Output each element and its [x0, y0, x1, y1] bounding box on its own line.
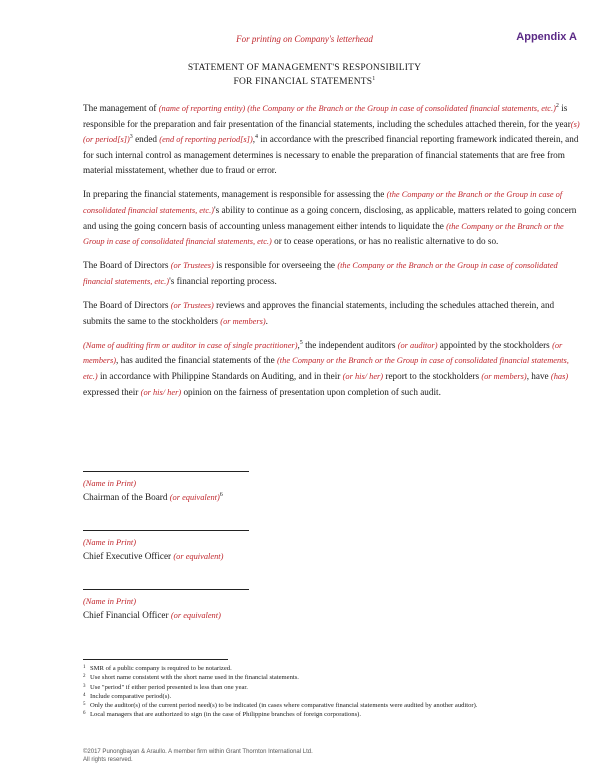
- placeholder-text: (end of reporting period[s]): [159, 135, 253, 145]
- signatory-role: [83, 549, 283, 564]
- copyright-line: ©2017 Punongbayan & Araullo. A member firm within Grant Thornton International Ltd.: [83, 749, 313, 755]
- paragraph-board-oversight: [83, 258, 580, 289]
- footnote-item: [83, 692, 553, 701]
- paragraph-auditor: [83, 338, 580, 400]
- role-note: (or equivalent): [170, 611, 221, 620]
- name-in-print: (Name in Print): [83, 479, 137, 488]
- text: , has audited the financial statements of the: [116, 355, 278, 366]
- text: report to the stockholders: [383, 370, 482, 381]
- copyright-line: All rights reserved.: [83, 756, 133, 763]
- title-line-2-text: FOR FINANCIAL STATEMENTS: [233, 77, 373, 87]
- signatory-role: [83, 608, 283, 623]
- footnote-item: [83, 701, 553, 710]
- text: expressed their: [83, 386, 141, 397]
- text: in accordance with Philippine Standards on Auditing, and in their: [97, 370, 343, 381]
- placeholder-text: (s) (or period[s]): [83, 119, 580, 145]
- footnote-item: [83, 673, 553, 682]
- footnote-item: [83, 683, 553, 692]
- text: The management of: [83, 103, 159, 113]
- placeholder-text: (or Trustees): [170, 261, 214, 271]
- placeholder-text: (Name of auditing firm or auditor in case of single practitioner): [83, 340, 298, 350]
- footnote-number: 3: [83, 683, 86, 689]
- footnote-text: Use "period" if either period presented is less than one year.: [90, 683, 248, 691]
- footnote-divider: [83, 659, 228, 660]
- text: appointed by the stockholders: [437, 339, 553, 350]
- footnote-ref: 4: [255, 134, 259, 141]
- title-line-1: STATEMENT OF MANAGEMENT'S RESPONSIBILITY: [187, 63, 422, 73]
- name-in-print: (Name in Print): [83, 538, 137, 547]
- footnote-ref: 1: [372, 75, 376, 82]
- name-in-print: (Name in Print): [83, 597, 137, 606]
- appendix-label: Appendix A: [516, 31, 577, 43]
- footnote-number: 1: [83, 665, 86, 670]
- signature-line: [83, 589, 249, 590]
- footnote-ref: 6: [219, 491, 223, 498]
- text: opinion on the fairness of presentation upon completion of such audit.: [181, 386, 441, 397]
- title-line-2: [0, 75, 609, 89]
- signature-block-cfo: [83, 589, 283, 623]
- text: in accordance with the prescribed financial reporting framework indicated therein, and for such internal control as management determines is necessary to enable the preparation of financial statements that are free from material misstatement, whether due to fraud or error.: [83, 134, 579, 176]
- placeholder-text: (or his/ her): [342, 371, 384, 381]
- text: 's ability to continue as a going concern, disclosing, as applicable, matters related to going concern and using the going concern basis of accounting unless management either intends to liquidate the: [83, 205, 577, 231]
- footnote-text: Use short name consistent with the short name used in the financial statements.: [90, 674, 299, 682]
- signature-block-ceo: [83, 530, 283, 564]
- footnote-item: [83, 710, 553, 719]
- placeholder-text: (name of reporting entity) (the Company or the Branch or the Group in case of consolidated financial statements, etc.): [158, 104, 556, 113]
- footnotes: [83, 664, 553, 720]
- placeholder-text: (or members): [481, 371, 527, 381]
- text: ended: [132, 134, 160, 145]
- placeholder-text: (or members): [83, 340, 563, 366]
- letterhead-note: For printing on Company's letterhead: [236, 34, 373, 44]
- statement-body: [83, 101, 580, 409]
- signature-line: [83, 471, 249, 472]
- signatory-role: [83, 490, 283, 505]
- text: , have: [526, 370, 551, 381]
- text: 's financial reporting process.: [169, 275, 277, 286]
- paragraph-management-responsibility: [83, 101, 580, 179]
- paragraph-board-approval: [83, 298, 580, 329]
- text: is responsible for overseeing the: [213, 260, 338, 271]
- text: The Board of Directors: [83, 300, 171, 311]
- role-title: Chief Executive Officer: [83, 551, 174, 561]
- text: is responsible for the preparation and fair presentation of the financial statements, including the schedules attached therein, for the year: [83, 103, 571, 129]
- footnote-number: 5: [83, 702, 86, 708]
- footnote-item: [83, 664, 553, 673]
- text: The Board of Directors: [83, 260, 171, 271]
- placeholder-text: (or his/ her): [140, 387, 182, 397]
- footnote-text: Only the auditor(s) of the current period need(s) to be indicated (in cases where comparative financial statements were audited by another auditor).: [90, 702, 478, 710]
- signature-line: [83, 530, 249, 531]
- placeholder-text: (or Trustees): [170, 301, 214, 311]
- placeholder-text: (has): [550, 371, 569, 381]
- text: ,: [252, 134, 256, 145]
- footnote-number: 2: [83, 674, 86, 680]
- role-title: Chairman of the Board: [83, 492, 170, 502]
- text: or to cease operations, or has no realistic alternative to do so.: [271, 236, 499, 247]
- role-note: (or equivalent): [169, 493, 220, 502]
- footnote-text: Local managers that are authorized to sign (in the case of Philippine branches of foreign corporations).: [90, 711, 361, 719]
- text: .: [265, 315, 268, 326]
- footnote-ref: 2: [555, 102, 559, 109]
- footnote-text: SMR of a public company is required to be notarized.: [90, 665, 232, 672]
- footnote-number: 6: [83, 711, 86, 717]
- text: the independent auditors: [302, 339, 398, 350]
- footnote-ref: 3: [129, 134, 133, 141]
- footnote-number: 4: [83, 692, 86, 698]
- footnote-ref: 5: [299, 339, 303, 346]
- text: ,: [297, 339, 300, 350]
- placeholder-text: (the Company or the Branch or the Group in case of consolidated financial statements, etc.): [83, 261, 558, 286]
- placeholder-text: (or members): [220, 316, 266, 326]
- role-title: Chief Financial Officer: [83, 610, 171, 620]
- signature-block-chairman: [83, 471, 283, 505]
- placeholder-text: (the Company or the Branch or the Group in case of consolidated financial statements, etc.): [83, 221, 564, 247]
- placeholder-text: (or auditor): [397, 340, 438, 350]
- document-title: [0, 61, 609, 89]
- placeholder-text: (the Company or the Branch or the Group in case of consolidated financial statements, etc.): [83, 190, 563, 216]
- text: In preparing the financial statements, management is responsible for assessing the: [83, 189, 387, 200]
- footnote-text: Include comparative period(s).: [90, 692, 172, 700]
- copyright-notice: [83, 749, 313, 764]
- text: reviews and approves the financial statements, including the schedules attached therein, and submits the same to the stockholders: [83, 300, 555, 326]
- role-note: (or equivalent): [173, 552, 224, 561]
- placeholder-text: (the Company or the Branch or the Group in case of consolidated financial statements, etc.): [83, 356, 569, 381]
- paragraph-going-concern: [83, 187, 580, 249]
